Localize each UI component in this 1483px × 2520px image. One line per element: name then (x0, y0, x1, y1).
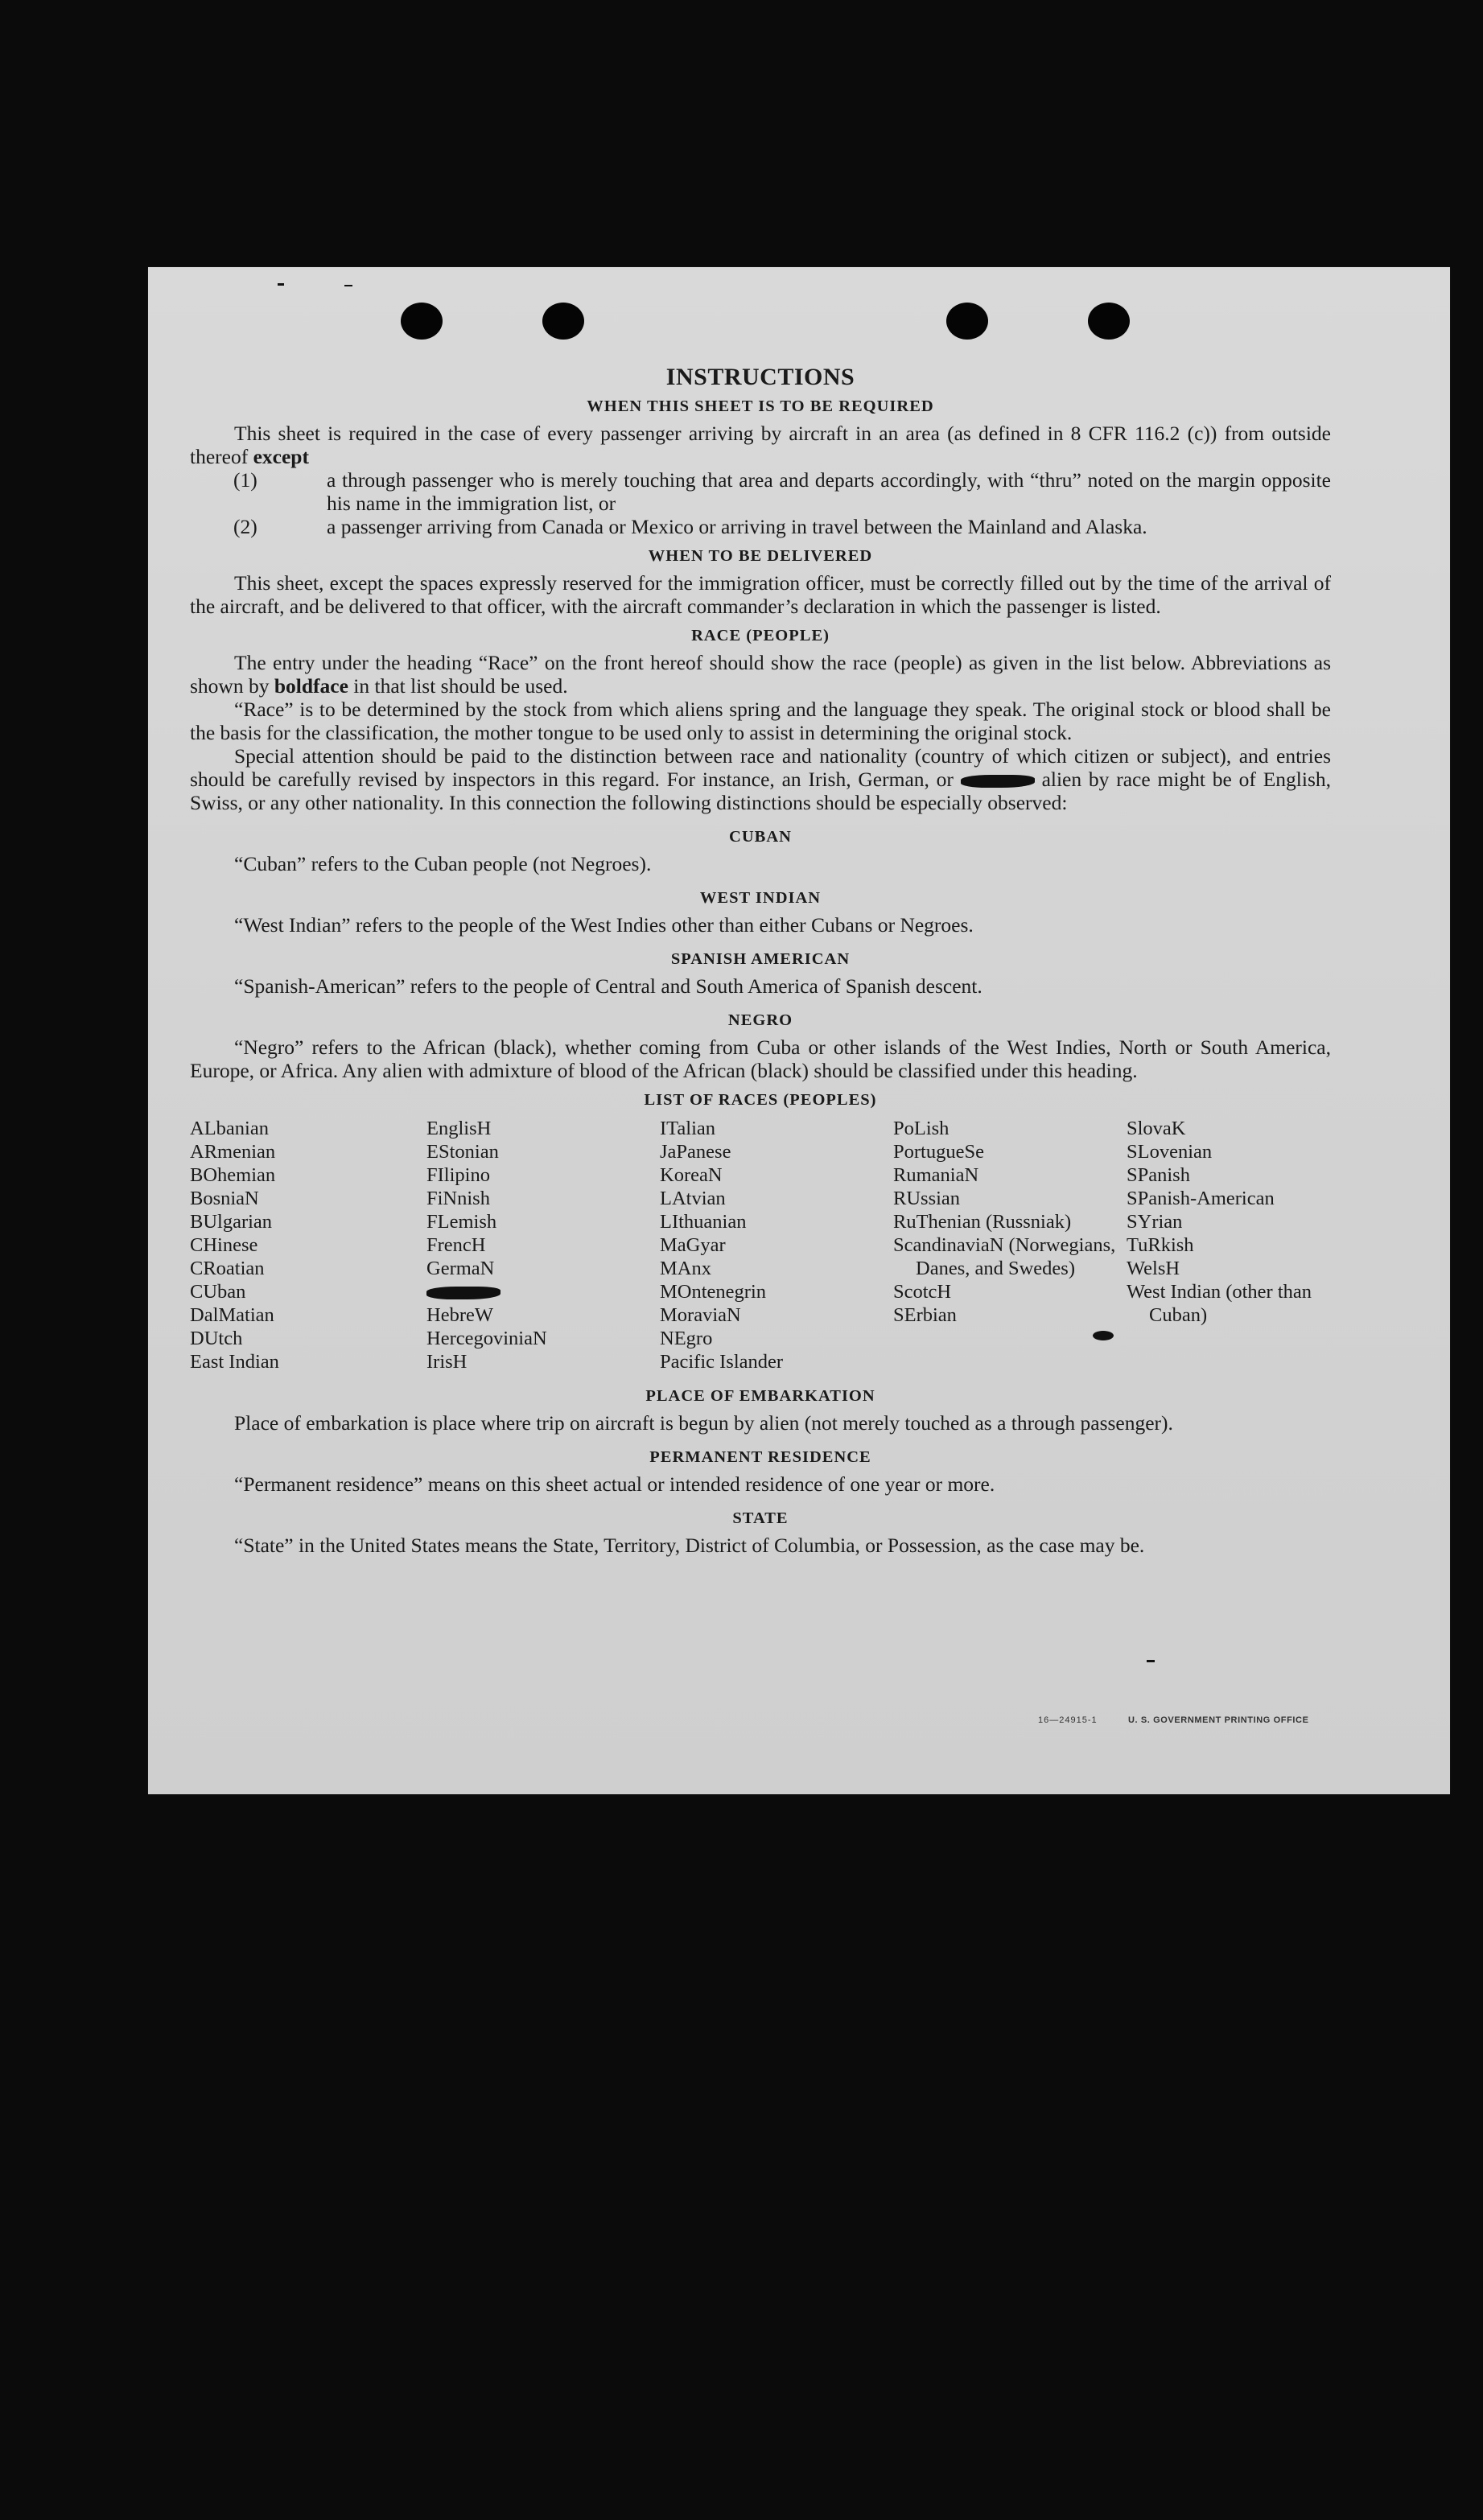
punch-hole (542, 303, 584, 340)
race-entry: NEgro (660, 1328, 713, 1349)
race-entry: MaGyar (660, 1234, 726, 1256)
race-entry-redacted (426, 1280, 660, 1303)
race-entry: East Indian (190, 1351, 279, 1373)
cuban-paragraph: “Cuban” refers to the Cuban people (not Negroes). (234, 852, 652, 875)
race-entry: JaPanese (660, 1141, 731, 1163)
redaction-mark (961, 775, 1035, 788)
section-heading: PLACE OF EMBARKATION (645, 1387, 875, 1405)
race-entry: CUban (190, 1281, 246, 1303)
exception-text: a through passenger who is merely touching that area and departs accordingly, with “thru” noted on the margin opposite his name in the immigration list, or (327, 468, 1331, 515)
exception-number: (1) (233, 468, 257, 492)
race-entry: BosniaN (190, 1188, 259, 1209)
race-entry: RuThenian (Russniak) (893, 1211, 1072, 1233)
race-entry: PortugueSe (893, 1141, 984, 1163)
exception-text: a passenger arriving from Canada or Mexico or arriving in travel between the Mainland and Alaska. (327, 515, 1147, 538)
race-entry: MOntenegrin (660, 1281, 766, 1303)
required-intro: This sheet is required in the case of every passenger arriving by aircraft in an area (as defined in 8 CFR 116.2 (c)) from outside thereof (190, 422, 1331, 468)
exception-item (190, 515, 1331, 538)
punch-hole (1088, 303, 1130, 340)
instructions-body (190, 359, 1331, 1557)
race-entry: TuRkish (1127, 1234, 1194, 1256)
state-paragraph: “State” in the United States means the State, Territory, District of Columbia, or Possession, as the case may be. (234, 1534, 1145, 1557)
races-list (190, 1117, 1331, 1373)
race-entry: DalMatian (190, 1304, 274, 1326)
race-entry: SPanish-American (1127, 1188, 1275, 1209)
section-heading: WHEN TO BE DELIVERED (648, 547, 873, 565)
race-p1-a: The entry under the heading “Race” on the front hereof should show the race (people) as given in the list below. Abbreviations as shown by (190, 651, 1331, 698)
race-entry: FLemish (426, 1211, 497, 1233)
race-p1-b: in that list should be used. (353, 674, 568, 698)
race-entry: FIlipino (426, 1164, 490, 1186)
race-entry: RumaniaN (893, 1164, 979, 1186)
race-entry: GermaN (426, 1258, 495, 1279)
negro-paragraph: “Negro” refers to the African (black), whether coming from Cuba or other islands of the West Indies, North or South America, Europe, or Africa. Any alien with admixture of blood of the African (black) should be classified under this heading. (190, 1036, 1331, 1082)
required-paragraph (190, 422, 1331, 468)
race-entry: SYrian (1127, 1211, 1183, 1233)
race-entry: LAtvian (660, 1188, 726, 1209)
scan-speck (1147, 1660, 1155, 1662)
section-heading: CUBAN (729, 828, 792, 846)
section-heading: SPANISH AMERICAN (670, 950, 851, 968)
race-entry: EStonian (426, 1141, 499, 1163)
race-entry: FrencH (426, 1234, 486, 1256)
race-entry: CHinese (190, 1234, 258, 1256)
race-entry: ARmenian (190, 1141, 276, 1163)
races-column (660, 1117, 893, 1373)
races-column (190, 1117, 426, 1373)
exception-item (190, 468, 1331, 515)
race-entry: Pacific Islander (660, 1351, 784, 1373)
race-entry: LIthuanian (660, 1211, 747, 1233)
race-entry: ITalian (660, 1118, 716, 1139)
scan-speck (1093, 1331, 1114, 1340)
race-paragraph (190, 744, 1331, 814)
race-paragraph (190, 651, 1331, 698)
race-entry: IrisH (426, 1351, 468, 1373)
spanish-american-paragraph: “Spanish-American” refers to the people of Central and South America of Spanish descent. (234, 974, 982, 998)
race-entry: FiNnish (426, 1188, 490, 1209)
race-p3-a: Special attention should be paid to the distinction between race and nationality (country of which citizen or subject), and entries should be carefully revised by inspectors in this regard. For instance, an Irish, German, or (190, 744, 1331, 791)
redaction-mark (426, 1287, 501, 1299)
races-column (1127, 1117, 1360, 1373)
required-except: except (253, 445, 309, 468)
race-entry: HebreW (426, 1304, 493, 1326)
embarkation-paragraph: Place of embarkation is place where trip on aircraft is begun by alien (not merely touched as a through passenger). (234, 1411, 1173, 1435)
race-entry: KoreaN (660, 1164, 723, 1186)
page-title: INSTRUCTIONS (665, 364, 855, 390)
race-entry: CRoatian (190, 1258, 265, 1279)
section-heading: NEGRO (727, 1011, 793, 1029)
race-entry: ScandinaviaN (Norwegians, Danes, and Swedes) (893, 1234, 1116, 1279)
race-entry: RUssian (893, 1188, 961, 1209)
scan-speck (344, 285, 352, 286)
section-heading: PERMANENT RESIDENCE (649, 1448, 871, 1466)
race-p3-b: alien by race might be of English, Swiss, or any other nationality. In this connection the following distinctions should be especially observed: (190, 768, 1332, 814)
race-entry: BOhemian (190, 1164, 276, 1186)
race-entry: MoraviaN (660, 1304, 741, 1326)
races-column (426, 1117, 660, 1373)
race-entry: SlovaK (1127, 1118, 1186, 1139)
race-entry: West Indian (other than Cuban) (1127, 1281, 1312, 1326)
section-heading: STATE (732, 1509, 789, 1527)
form-code: 16—24915-1 (1038, 1715, 1098, 1725)
race-entry: PoLish (893, 1118, 950, 1139)
race-entry: BUlgarian (190, 1211, 273, 1233)
punch-hole (401, 303, 443, 340)
race-paragraph: “Race” is to be determined by the stock from which aliens spring and the language they speak. The original stock or blood shall be the basis for the classification, the mother tongue to be used only to assist in determining the original stock. (190, 698, 1331, 744)
section-heading: RACE (PEOPLE) (691, 627, 830, 644)
section-heading: WHEN THIS SHEET IS TO BE REQUIRED (587, 397, 934, 415)
race-entry: SErbian (893, 1304, 957, 1326)
printer-imprint: U. S. GOVERNMENT PRINTING OFFICE (1128, 1715, 1309, 1725)
race-entry: SPanish (1127, 1164, 1190, 1186)
section-heading: WEST INDIAN (699, 889, 822, 907)
race-entry: ScotcH (893, 1281, 952, 1303)
race-entry: HercegoviniaN (426, 1328, 547, 1349)
race-entry: MAnx (660, 1258, 711, 1279)
race-entry: EnglisH (426, 1118, 492, 1139)
race-entry: ALbanian (190, 1118, 269, 1139)
race-entry: DUtch (190, 1328, 243, 1349)
race-entry: WelsH (1127, 1258, 1180, 1279)
races-column (893, 1117, 1127, 1373)
delivered-paragraph: This sheet, except the spaces expressly reserved for the immigration officer, must be correctly filled out by the time of the arrival of the aircraft, and be delivered to that officer, with the aircraft commander’s declaration in which the passenger is listed. (190, 571, 1331, 618)
race-p1-bold: boldface (274, 674, 348, 698)
scan-speck (278, 283, 284, 286)
west-indian-paragraph: “West Indian” refers to the people of the West Indies other than either Cubans or Negroes. (234, 913, 974, 937)
race-entry: SLovenian (1127, 1141, 1213, 1163)
section-heading: LIST OF RACES (PEOPLES) (644, 1091, 877, 1109)
residence-paragraph: “Permanent residence” means on this sheet actual or intended residence of one year or more. (234, 1472, 995, 1496)
punch-hole (946, 303, 988, 340)
exception-number: (2) (233, 515, 257, 538)
